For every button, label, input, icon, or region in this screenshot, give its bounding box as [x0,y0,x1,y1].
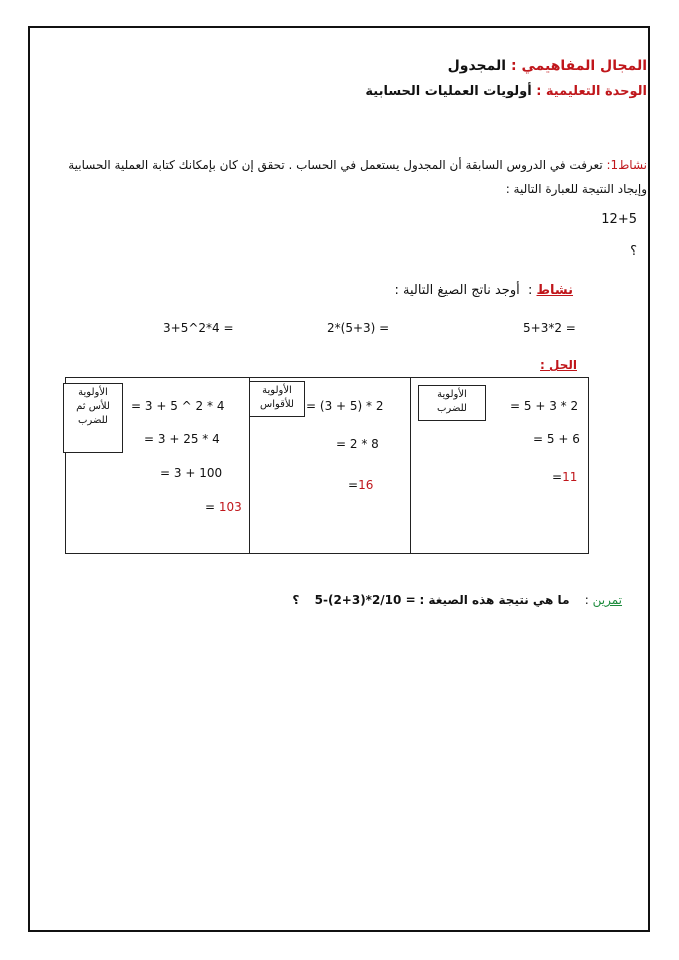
col2-result: 16 [358,478,374,492]
note-exponent: الأولوية للأس ثم للضرب [63,383,123,453]
exercise-colon: : [584,593,593,607]
formula-2: 2*(5+3) = [327,321,390,335]
domain-label: المجال المفاهيمي : [510,58,647,74]
col3-result-line [205,500,242,514]
exercise-label: تمرين [592,593,622,607]
domain-value: المجدول [447,58,511,74]
col1-equals: = [552,470,563,484]
col3-result: 103 [218,500,242,514]
col1-result-line [552,470,577,484]
col1-step1: 2 * 3 + 5 = [510,399,579,413]
unit-value: أولويات العمليات الحسابية [365,84,532,99]
col3-equals: = [205,500,219,514]
formula-3: 3+5^2*4 = [163,321,234,335]
table-divider-2 [410,378,411,553]
formula-1: 5+3*2 = [523,321,576,335]
unit-line [365,84,647,99]
activity2-line [394,283,573,298]
activity1-text2: وإيجاد النتيجة للعبارة التالية : [505,182,647,196]
col2-result-line [348,478,373,492]
activity1-line2 [506,182,647,196]
activity1-label: نشاط1: [606,158,647,172]
exercise-question-mark: ؟ [292,593,300,607]
col2-step1: 2 * (5 + 3) = [306,399,384,413]
domain-line [448,58,647,74]
activity2-label: نشاط [536,283,573,298]
activity1-question-mark: ؟ [630,244,637,259]
note-multiplication: الأولوية للضرب [418,385,486,421]
col2-step2: 8 * 2 = [336,437,379,451]
activity2-text: أوجد ناتج الصيغ التالية : [394,283,520,298]
exercise-line [292,593,622,607]
unit-label: الوحدة التعليمية : [536,84,647,99]
col2-equals: = [348,478,359,492]
col1-result: 11 [562,470,578,484]
exercise-question: ما هي نتيجة هذه الصيغة : [419,593,570,607]
activity1-line1 [68,158,647,172]
activity2-colon: : [527,283,537,298]
col3-step3: 100 + 3 = [160,466,223,480]
activity1-text1: تعرفت في الدروس السابقة أن المجدول يستعمل في الحساب . تحقق إن كان بإمكانك كتابة العملية الحسابية [68,158,607,172]
exercise-formula: 5-(2+3)*2/10 = [314,593,416,607]
activity1-expression: 12+5 [601,212,637,227]
col1-step2: 6 + 5 = [533,432,580,446]
col3-step1: 4 * 2 ^ 5 + 3 = [131,399,225,413]
col3-step2: 4 * 25 + 3 = [144,432,220,446]
solution-label: الحل : [540,358,577,372]
note-parentheses: الأولوية للأقواس [249,381,305,417]
